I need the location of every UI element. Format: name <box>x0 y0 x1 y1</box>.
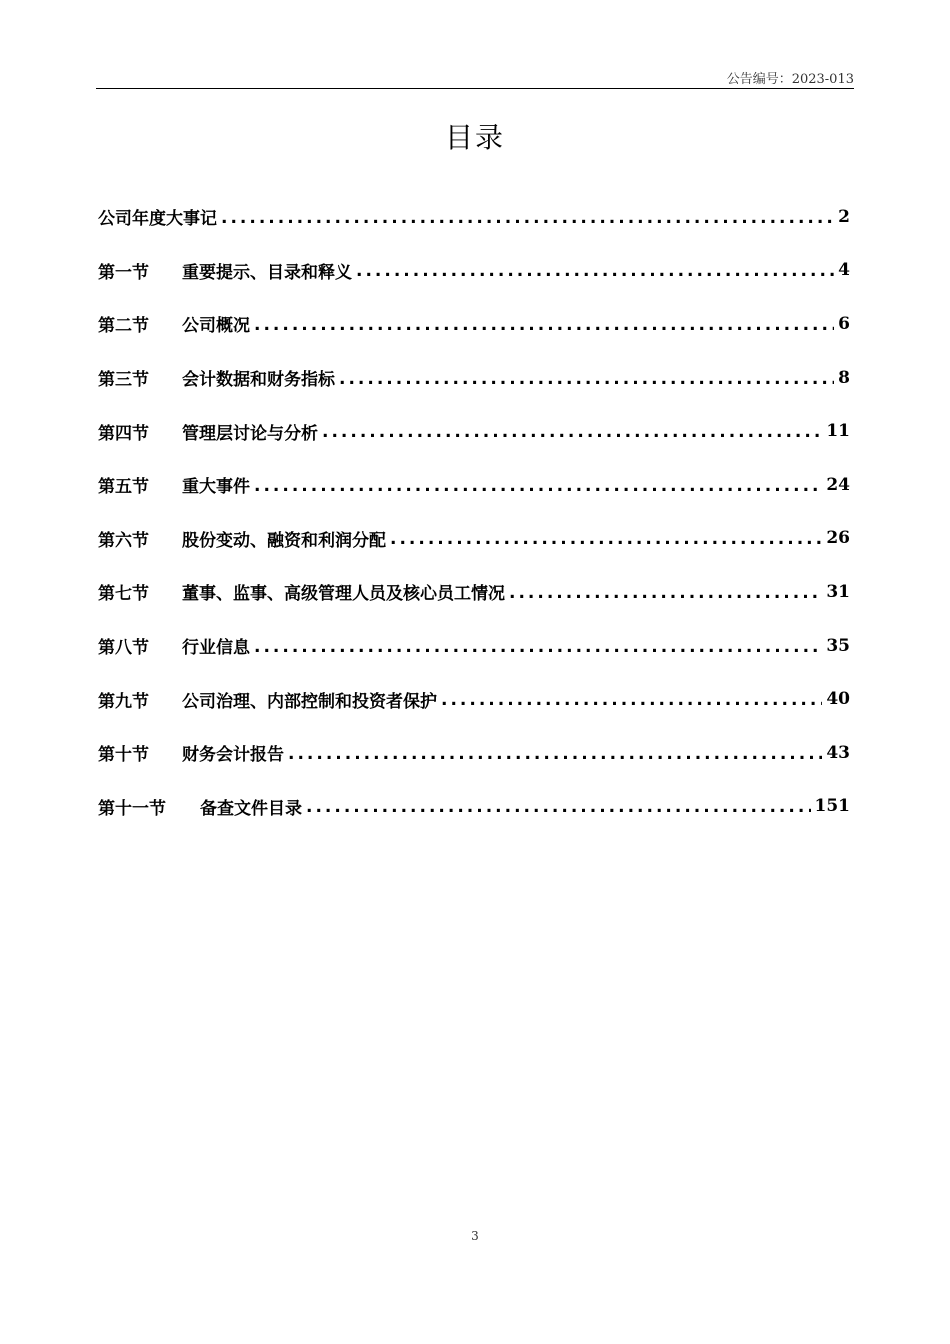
toc-entry-page: 2 <box>838 206 850 227</box>
page-number: 3 <box>471 1229 479 1243</box>
toc-entry-page: 35 <box>826 635 850 656</box>
toc-entry-page: 6 <box>838 313 850 334</box>
toc-entry-title: 管理层讨论与分析 <box>182 423 318 444</box>
toc-leader-dots <box>356 261 834 281</box>
toc-entry-page: 24 <box>826 474 850 495</box>
toc-entry-title: 行业信息 <box>182 638 250 659</box>
toc-entry-section-3[interactable] <box>98 351 850 405</box>
toc-entry-section: 第十一节 <box>98 798 166 819</box>
toc-entry-highlights[interactable] <box>98 190 850 244</box>
toc-entry-page: 11 <box>826 421 850 442</box>
toc-leader-dots <box>254 476 822 496</box>
toc-leader-dots <box>306 797 811 817</box>
table-of-contents <box>98 190 850 833</box>
toc-entry-title: 重大事件 <box>182 477 250 498</box>
toc-leader-dots <box>221 208 834 228</box>
toc-entry-title: 公司年度大事记 <box>98 209 217 230</box>
page-title: 目录 <box>444 121 505 154</box>
toc-entry-section-8[interactable] <box>98 619 850 673</box>
toc-entry-section-10[interactable] <box>98 726 850 780</box>
toc-leader-dots <box>339 369 834 389</box>
toc-entry-page: 40 <box>826 689 850 710</box>
toc-entry-title: 股份变动、融资和利润分配 <box>182 530 386 551</box>
toc-entry-section: 第八节 <box>98 638 149 659</box>
toc-entry-page: 43 <box>826 742 850 763</box>
toc-leader-dots <box>254 315 834 335</box>
toc-entry-section: 第五节 <box>98 477 149 498</box>
toc-entry-page: 4 <box>838 260 850 281</box>
toc-entry-section-4[interactable] <box>98 404 850 458</box>
toc-entry-section-7[interactable] <box>98 565 850 619</box>
toc-entry-section-11[interactable] <box>98 780 850 834</box>
header-divider <box>96 88 854 89</box>
toc-leader-dots <box>322 422 822 442</box>
toc-entry-section: 第一节 <box>98 262 149 283</box>
toc-entry-page: 151 <box>814 796 850 817</box>
toc-entry-section-6[interactable] <box>98 512 850 566</box>
toc-entry-page: 26 <box>826 528 850 549</box>
toc-entry-section: 第九节 <box>98 691 149 712</box>
toc-entry-section: 第六节 <box>98 530 149 551</box>
toc-entry-title: 财务会计报告 <box>182 745 284 766</box>
toc-entry-section-2[interactable] <box>98 297 850 351</box>
toc-leader-dots <box>254 637 822 657</box>
toc-entry-page: 31 <box>826 581 850 602</box>
toc-entry-section: 第四节 <box>98 423 149 444</box>
toc-entry-title: 会计数据和财务指标 <box>182 370 335 391</box>
toc-entry-section: 第十节 <box>98 745 149 766</box>
toc-entry-title: 备查文件目录 <box>200 798 302 819</box>
toc-entry-section-9[interactable] <box>98 672 850 726</box>
toc-leader-dots <box>390 529 822 549</box>
toc-entry-title: 董事、监事、高级管理人员及核心员工情况 <box>182 584 505 605</box>
toc-entry-section-1[interactable] <box>98 244 850 298</box>
toc-leader-dots <box>288 744 822 764</box>
toc-leader-dots <box>509 583 822 603</box>
toc-entry-page: 8 <box>838 367 850 388</box>
toc-entry-section: 第二节 <box>98 316 149 337</box>
toc-entry-title: 重要提示、目录和释义 <box>182 262 352 283</box>
toc-leader-dots <box>441 690 822 710</box>
toc-entry-section: 第三节 <box>98 370 149 391</box>
toc-entry-section-5[interactable] <box>98 458 850 512</box>
toc-entry-title: 公司概况 <box>182 316 250 337</box>
announcement-number: 公告编号：2023-013 <box>726 72 854 87</box>
toc-entry-title: 公司治理、内部控制和投资者保护 <box>182 691 437 712</box>
toc-entry-section: 第七节 <box>98 584 149 605</box>
